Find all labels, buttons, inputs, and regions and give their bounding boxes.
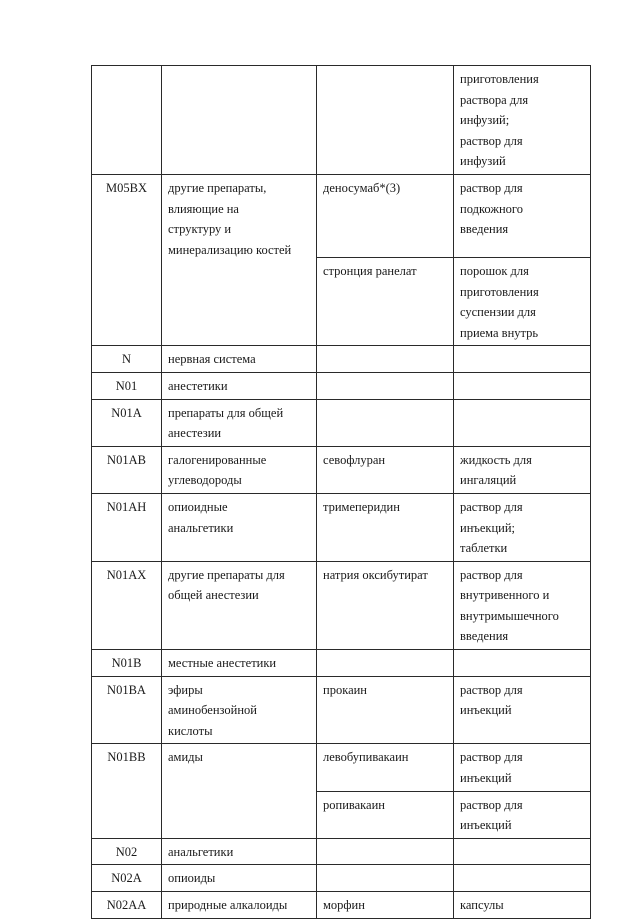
group-name-cell: нервная система <box>162 346 317 373</box>
atc-code-cell: N02 <box>92 838 162 865</box>
dosage-form-cell <box>454 650 591 677</box>
group-name-cell: галогенированные углеводороды <box>162 446 317 493</box>
dosage-form-cell: раствор для инъекций <box>454 744 591 791</box>
group-name-cell: другие препараты, влияющие на структуру и минерализацию костей <box>162 174 317 345</box>
drug-name-cell <box>317 399 454 446</box>
drug-name-cell: севофлуран <box>317 446 454 493</box>
atc-code-cell: N01BB <box>92 744 162 838</box>
dosage-form-cell: раствор для инъекций <box>454 791 591 838</box>
dosage-form-cell <box>454 346 591 373</box>
group-name-cell: анальгетики <box>162 838 317 865</box>
atc-code-cell: N02AA <box>92 892 162 919</box>
group-name-cell: эфиры аминобензойной кислоты <box>162 676 317 744</box>
drug-name-cell <box>317 838 454 865</box>
drug-name-cell: деносумаб*(3) <box>317 174 454 257</box>
atc-code-cell: M05BX <box>92 174 162 345</box>
drug-name-cell <box>317 650 454 677</box>
group-name-cell: природные алкалоиды <box>162 892 317 919</box>
atc-code-cell: N02A <box>92 865 162 892</box>
group-name-cell: местные анестетики <box>162 650 317 677</box>
atc-code-cell: N01A <box>92 399 162 446</box>
dosage-form-cell <box>454 865 591 892</box>
table-row <box>92 744 591 791</box>
dosage-form-cell <box>454 399 591 446</box>
dosage-form-cell: раствор для внутривенного и внутримышечного введения <box>454 561 591 649</box>
atc-code-cell: N <box>92 346 162 373</box>
dosage-form-cell: порошок для приготовления суспензии для приема внутрь <box>454 257 591 345</box>
dosage-form-cell <box>454 372 591 399</box>
drug-name-cell: тримеперидин <box>317 493 454 561</box>
table-row <box>92 66 591 175</box>
table-row <box>92 561 591 649</box>
drug-classification-table <box>91 65 591 919</box>
table-row <box>92 399 591 446</box>
table-row <box>92 346 591 373</box>
group-name-cell: опиоидные анальгетики <box>162 493 317 561</box>
drug-name-cell: левобупивакаин <box>317 744 454 791</box>
table-row <box>92 865 591 892</box>
atc-code-cell: N01BA <box>92 676 162 744</box>
group-name-cell <box>162 66 317 175</box>
drug-name-cell <box>317 372 454 399</box>
dosage-form-cell: раствор для инъекций; таблетки <box>454 493 591 561</box>
group-name-cell: анестетики <box>162 372 317 399</box>
atc-code-cell: N01AH <box>92 493 162 561</box>
group-name-cell: препараты для общей анестезии <box>162 399 317 446</box>
dosage-form-cell: раствор для подкожного введения <box>454 174 591 257</box>
atc-code-cell <box>92 66 162 175</box>
table-row <box>92 372 591 399</box>
atc-code-cell: N01 <box>92 372 162 399</box>
drug-name-cell: натрия оксибутират <box>317 561 454 649</box>
table-row <box>92 650 591 677</box>
dosage-form-cell: жидкость для ингаляций <box>454 446 591 493</box>
group-name-cell: амиды <box>162 744 317 838</box>
drug-name-cell: прокаин <box>317 676 454 744</box>
atc-code-cell: N01B <box>92 650 162 677</box>
atc-code-cell: N01AB <box>92 446 162 493</box>
table-row <box>92 676 591 744</box>
group-name-cell: другие препараты для общей анестезии <box>162 561 317 649</box>
drug-name-cell: морфин <box>317 892 454 919</box>
table-row <box>92 493 591 561</box>
dosage-form-cell: приготовления раствора для инфузий; раствор для инфузий <box>454 66 591 175</box>
table-row <box>92 446 591 493</box>
group-name-cell: опиоиды <box>162 865 317 892</box>
drug-name-cell <box>317 346 454 373</box>
drug-name-cell: стронция ранелат <box>317 257 454 345</box>
table-row <box>92 838 591 865</box>
dosage-form-cell: раствор для инъекций <box>454 676 591 744</box>
atc-code-cell: N01AX <box>92 561 162 649</box>
dosage-form-cell: капсулы <box>454 892 591 919</box>
table-row <box>92 174 591 257</box>
drug-name-cell <box>317 66 454 175</box>
drug-name-cell: ропивакаин <box>317 791 454 838</box>
dosage-form-cell <box>454 838 591 865</box>
drug-name-cell <box>317 865 454 892</box>
